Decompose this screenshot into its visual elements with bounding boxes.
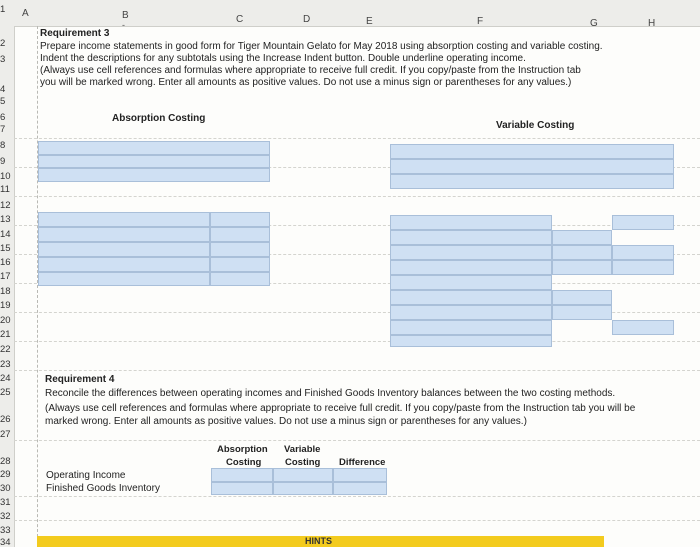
row-number[interactable]: 25 (0, 387, 11, 398)
row-number[interactable]: 24 (0, 373, 11, 384)
column-absorption-label-2: Costing (226, 457, 262, 468)
variable-description-cell[interactable] (390, 230, 552, 245)
column-header-f[interactable]: F (477, 16, 484, 27)
row-number[interactable]: 27 (0, 429, 11, 440)
row-number[interactable]: 23 (0, 359, 11, 370)
row-number[interactable]: 1 (0, 4, 6, 15)
column-header-e[interactable]: E (366, 16, 373, 27)
row-number[interactable]: 21 (0, 329, 11, 340)
row-number[interactable]: 32 (0, 511, 11, 522)
row-number[interactable]: 4 (0, 84, 6, 95)
row-number[interactable]: 22 (0, 344, 11, 355)
variable-amount-cell[interactable] (552, 305, 612, 320)
column-variable-label: Variable (284, 444, 321, 455)
absorption-header-cell[interactable] (38, 155, 270, 168)
row-number[interactable]: 3 (0, 54, 6, 65)
row-gridline (14, 440, 700, 441)
row-number[interactable]: 11 (0, 184, 10, 195)
absorption-amount-cell[interactable] (210, 242, 270, 257)
row-number[interactable]: 5 (0, 96, 6, 107)
requirement-4-line-2: (Always use cell references and formulas where appropriate to receive full credit. If you copy/paste from the Instruction tab you will be (45, 403, 636, 414)
variable-description-cell[interactable] (390, 335, 552, 347)
variable-description-cell[interactable] (390, 320, 552, 335)
variable-amount-cell[interactable] (552, 230, 612, 245)
requirement-4-line-1: Reconcile the differences between operating incomes and Finished Goods Inventory balances between the two costing methods. (45, 388, 616, 399)
row-finished-goods-label: Finished Goods Inventory (46, 483, 160, 494)
row-number[interactable]: 28 (0, 456, 11, 467)
row-number[interactable]: 18 (0, 286, 11, 297)
row-number[interactable]: 12 (0, 200, 11, 211)
reconcile-difference-operating-income[interactable] (333, 468, 387, 482)
variable-costing-heading: Variable Costing (496, 120, 575, 131)
absorption-description-cell[interactable] (38, 257, 210, 272)
row-number[interactable]: 30 (0, 483, 11, 494)
cursor-mark: - (122, 20, 125, 30)
reconcile-difference-fg-inventory[interactable] (333, 482, 387, 495)
variable-description-cell[interactable] (390, 305, 552, 320)
column-header-g[interactable]: G (590, 18, 598, 29)
variable-description-cell[interactable] (390, 275, 552, 290)
row-number[interactable]: 14 (0, 229, 11, 240)
absorption-description-cell[interactable] (38, 227, 210, 242)
variable-description-cell[interactable] (390, 245, 552, 260)
absorption-description-cell[interactable] (38, 242, 210, 257)
row-number[interactable]: 31 (0, 497, 11, 508)
absorption-costing-heading: Absorption Costing (112, 113, 206, 124)
column-header-b[interactable]: B (122, 10, 129, 21)
row-gridline (14, 341, 700, 342)
absorption-header-cell[interactable] (38, 168, 270, 182)
absorption-amount-cell[interactable] (210, 257, 270, 272)
variable-total-cell[interactable] (612, 215, 674, 230)
column-header-d[interactable]: D (303, 14, 311, 25)
variable-header-cell[interactable] (390, 174, 674, 189)
reconcile-variable-operating-income[interactable] (273, 468, 333, 482)
column-variable-label-2: Costing (285, 457, 321, 468)
requirement-3-line-2: Indent the descriptions for any subtotals using the Increase Indent button. Double underline operating income. (40, 53, 526, 64)
row-gridline (14, 196, 700, 197)
requirement-3-line-1: Prepare income statements in good form for Tiger Mountain Gelato for May 2018 using absorption costing and variable costing. (40, 41, 603, 52)
hints-bar[interactable] (37, 536, 604, 547)
column-header-bar (0, 0, 700, 27)
absorption-header-cell[interactable] (38, 141, 270, 155)
hints-label[interactable]: HINTS (305, 536, 332, 546)
column-header-h[interactable]: H (648, 18, 656, 29)
column-header-c[interactable]: C (236, 14, 244, 25)
column-a-border (37, 26, 38, 547)
row-number[interactable]: 33 (0, 525, 11, 536)
row-number[interactable]: 15 (0, 243, 11, 254)
row-number[interactable]: 19 (0, 300, 11, 311)
row-header-bar (0, 4, 15, 547)
row-number[interactable]: 16 (0, 257, 11, 268)
row-gridline (14, 496, 700, 497)
absorption-description-cell[interactable] (38, 212, 210, 227)
variable-amount-cell[interactable] (552, 290, 612, 305)
row-operating-income-label: Operating Income (46, 470, 126, 481)
absorption-description-cell[interactable] (38, 272, 210, 286)
absorption-amount-cell[interactable] (210, 227, 270, 242)
requirement-3-title: Requirement 3 (40, 28, 110, 39)
row-number[interactable]: 13 (0, 214, 11, 225)
row-gridline (14, 138, 700, 139)
variable-amount-cell[interactable] (552, 245, 612, 260)
row-number[interactable]: 7 (0, 124, 6, 135)
absorption-amount-cell[interactable] (210, 272, 270, 286)
reconcile-variable-fg-inventory[interactable] (273, 482, 333, 495)
row-number[interactable]: 8 (0, 140, 6, 151)
column-absorption-label: Absorption (217, 444, 268, 455)
variable-header-cell[interactable] (390, 144, 674, 159)
reconcile-absorption-operating-income[interactable] (211, 468, 273, 482)
column-header-a[interactable]: A (22, 8, 29, 19)
requirement-3-line-4: you will be marked wrong. Enter all amounts as positive values. Do not use a minus sign or parentheses for any values.) (40, 77, 572, 88)
variable-description-cell[interactable] (390, 215, 552, 230)
row-gridline (14, 520, 700, 521)
row-number[interactable]: 17 (0, 271, 11, 282)
variable-description-cell[interactable] (390, 260, 552, 275)
requirement-4-title: Requirement 4 (45, 374, 115, 385)
variable-total-cell[interactable] (612, 320, 674, 335)
variable-amount-cell[interactable] (552, 260, 612, 275)
variable-description-cell[interactable] (390, 290, 552, 305)
variable-total-cell[interactable] (612, 260, 674, 275)
variable-header-cell[interactable] (390, 159, 674, 174)
row-number[interactable]: 2 (0, 38, 6, 49)
row-number[interactable]: 20 (0, 315, 11, 326)
row-number[interactable]: 26 (0, 414, 11, 425)
row-number[interactable]: 29 (0, 469, 11, 480)
reconcile-absorption-fg-inventory[interactable] (211, 482, 273, 495)
requirement-4-line-3: marked wrong. Enter all amounts as positive values. Do not use a minus sign or parentheses for any values.) (45, 416, 527, 427)
row-gridline (14, 370, 700, 371)
variable-total-cell[interactable] (612, 245, 674, 260)
row-number[interactable]: 34 (0, 537, 11, 547)
requirement-3-line-3: (Always use cell references and formulas where appropriate to receive full credit. If you copy/paste from the Instruction tab (40, 65, 581, 76)
row-number[interactable]: 10 (0, 171, 11, 182)
column-difference-label: Difference (339, 457, 386, 468)
row-number[interactable]: 9 (0, 156, 6, 167)
absorption-amount-cell[interactable] (210, 212, 270, 227)
row-number[interactable]: 6 (0, 112, 6, 123)
